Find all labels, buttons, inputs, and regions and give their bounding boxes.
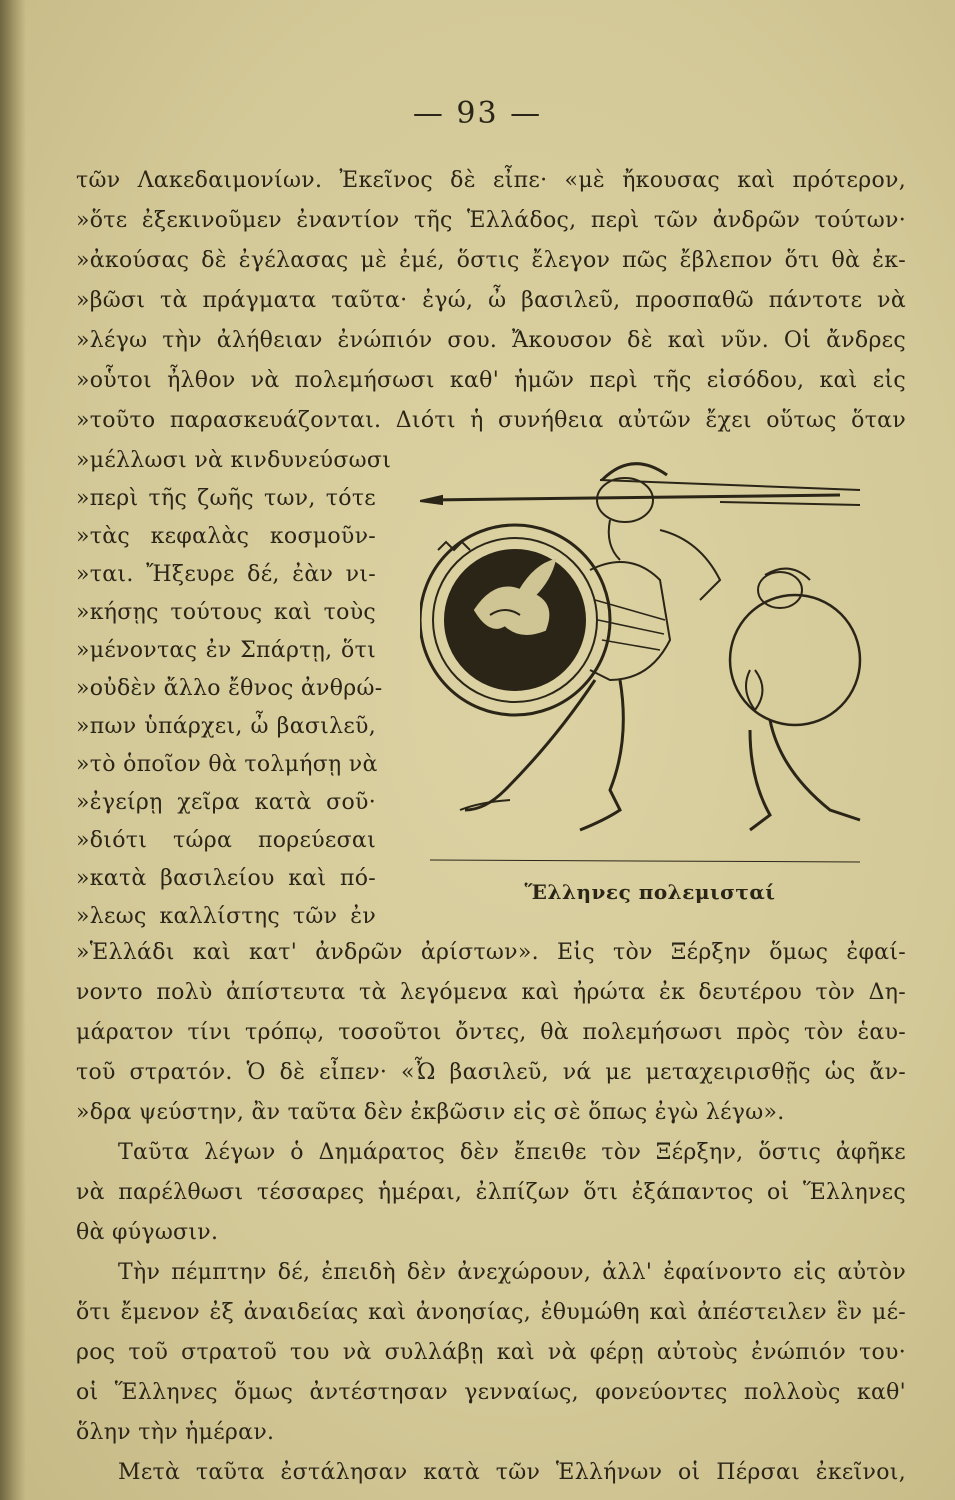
text-line: νοντο πολὺ ἀπίστευτα τὰ λεγόμενα καὶ ἠρώτα ἐκ δευτέρου τὸν Δη- bbox=[76, 980, 906, 1005]
text-line: ὅτι ἔμενον ἐξ ἀναιδείας καὶ ἀνοησίας, ἐθυμώθη καὶ ἀπέστειλεν ἓν μέ- bbox=[76, 1300, 906, 1325]
text-line: »πων ὑπάρχει, ὦ βασιλεῦ, bbox=[76, 714, 376, 739]
text-line: »τοῦτο παρασκευάζονται. Διότι ἡ συνήθεια αὐτῶν ἔχει οὕτως ὅταν bbox=[76, 408, 906, 433]
text-line: »κήσῃς τούτους καὶ τοὺς bbox=[76, 600, 376, 625]
text-line: »κατὰ βασιλείου καὶ πό- bbox=[76, 866, 376, 891]
text-line: »ται. Ἤξευρε δέ, ἐὰν νι- bbox=[76, 562, 376, 587]
text-line: »περὶ τῆς ζωῆς των, τότε bbox=[76, 486, 376, 511]
text-line: »διότι τώρα πορεύεσαι bbox=[76, 828, 376, 853]
text-line: »βῶσι τὰ πράγματα ταῦτα· ἐγώ, ὦ βασιλεῦ, προσπαθῶ πάντοτε νὰ bbox=[76, 288, 906, 313]
text-line: »λεως καλλίστης τῶν ἐν bbox=[76, 904, 376, 929]
text-line: »ὅτε ἐξεκινοῦμεν ἐναντίον τῆς Ἑλλάδος, περὶ τῶν ἀνδρῶν τούτων· bbox=[76, 208, 906, 233]
figure-caption: Ἕλληνες πολεμισταί bbox=[524, 880, 776, 904]
text-line: »δρα ψεύστην, ἂν ταῦτα δὲν ἐκβῶσιν εἰς σὲ ὅπως ἐγὼ λέγω». bbox=[76, 1100, 785, 1125]
book-spine-shadow bbox=[0, 0, 26, 1500]
text-line: »μένοντας ἐν Σπάρτῃ, ὅτι bbox=[76, 638, 376, 663]
text-line: »τὰς κεφαλὰς κοσμοῦν- bbox=[76, 524, 376, 549]
text-line: »ἀκούσας δὲ ἐγέλασας μὲ ἐμέ, ὅστις ἔλεγον πῶς ἔβλεπον ὅτι θὰ ἐκ- bbox=[76, 248, 906, 273]
text-line: Ταῦτα λέγων ὁ Δημάρατος δὲν ἔπειθε τὸν Ξέρξην, ὅστις ἀφῆκε bbox=[118, 1140, 906, 1165]
text-line: Τὴν πέμπτην δέ, ἐπειδὴ δὲν ἀνεχώρουν, ἀλλ' ἐφαίνοντο εἰς αὐτὸν bbox=[118, 1260, 906, 1285]
text-line: »οὐδὲν ἄλλο ἔθνος ἀνθρώ- bbox=[76, 676, 383, 701]
text-line: τοῦ στρατόν. Ὁ δὲ εἶπεν· «Ὦ βασιλεῦ, νά με μεταχειρισθῇς ὡς ἄν- bbox=[76, 1060, 906, 1085]
text-line: Μετὰ ταῦτα ἐστάλησαν κατὰ τῶν Ἑλλήνων οἱ Πέρσαι ἐκεῖνοι, bbox=[118, 1460, 906, 1485]
text-line: θὰ φύγωσιν. bbox=[76, 1220, 219, 1245]
text-line: »μέλλωσι νὰ κινδυνεύσωσι bbox=[76, 448, 392, 473]
text-line: μάρατον τίνι τρόπῳ, τοσοῦτοι ὄντες, θὰ πολεμήσωσι πρὸς τὸν ἑαυ- bbox=[76, 1020, 906, 1045]
page-number: — 93 — bbox=[412, 96, 543, 131]
text-line: νὰ παρέλθωσι τέσσαρες ἡμέραι, ἐλπίζων ὅτι ἐξάπαντος οἱ Ἕλληνες bbox=[76, 1180, 906, 1205]
text-line: τῶν Λακεδαιμονίων. Ἐκεῖνος δὲ εἶπε· «μὲ ἤκουσας καὶ πρότερον, bbox=[76, 168, 906, 193]
text-line: οἱ Ἕλληνες ὅμως ἀντέστησαν γενναίως, φονεύοντες πολλοὺς καθ' bbox=[76, 1380, 906, 1405]
text-line: »λέγω τὴν ἀλήθειαν ἐνώπιόν σου. Ἄκουσον δὲ καὶ νῦν. Οἱ ἄνδρες bbox=[76, 328, 906, 353]
text-line: »τὸ ὁποῖον θὰ τολμήσῃ νὰ bbox=[76, 752, 378, 777]
text-line: »ἐγείρῃ χεῖρα κατὰ σοῦ· bbox=[76, 790, 376, 815]
text-line: ρος τοῦ στρατοῦ του νὰ συλλάβῃ καὶ νὰ φέρῃ αὐτοὺς ἐνώπιόν του· bbox=[76, 1340, 906, 1365]
text-line: »οὗτοι ἦλθον νὰ πολεμήσωσι καθ' ἡμῶν περὶ τῆς εἰσόδου, καὶ εἰς bbox=[76, 368, 906, 393]
text-line: »Ἑλλάδι καὶ κατ' ἀνδρῶν ἀρίστων». Εἰς τὸν Ξέρξην ὅμως ἐφαί- bbox=[76, 940, 906, 965]
warriors-illustration bbox=[420, 440, 870, 870]
text-line: ὅλην τὴν ἡμέραν. bbox=[76, 1420, 275, 1445]
